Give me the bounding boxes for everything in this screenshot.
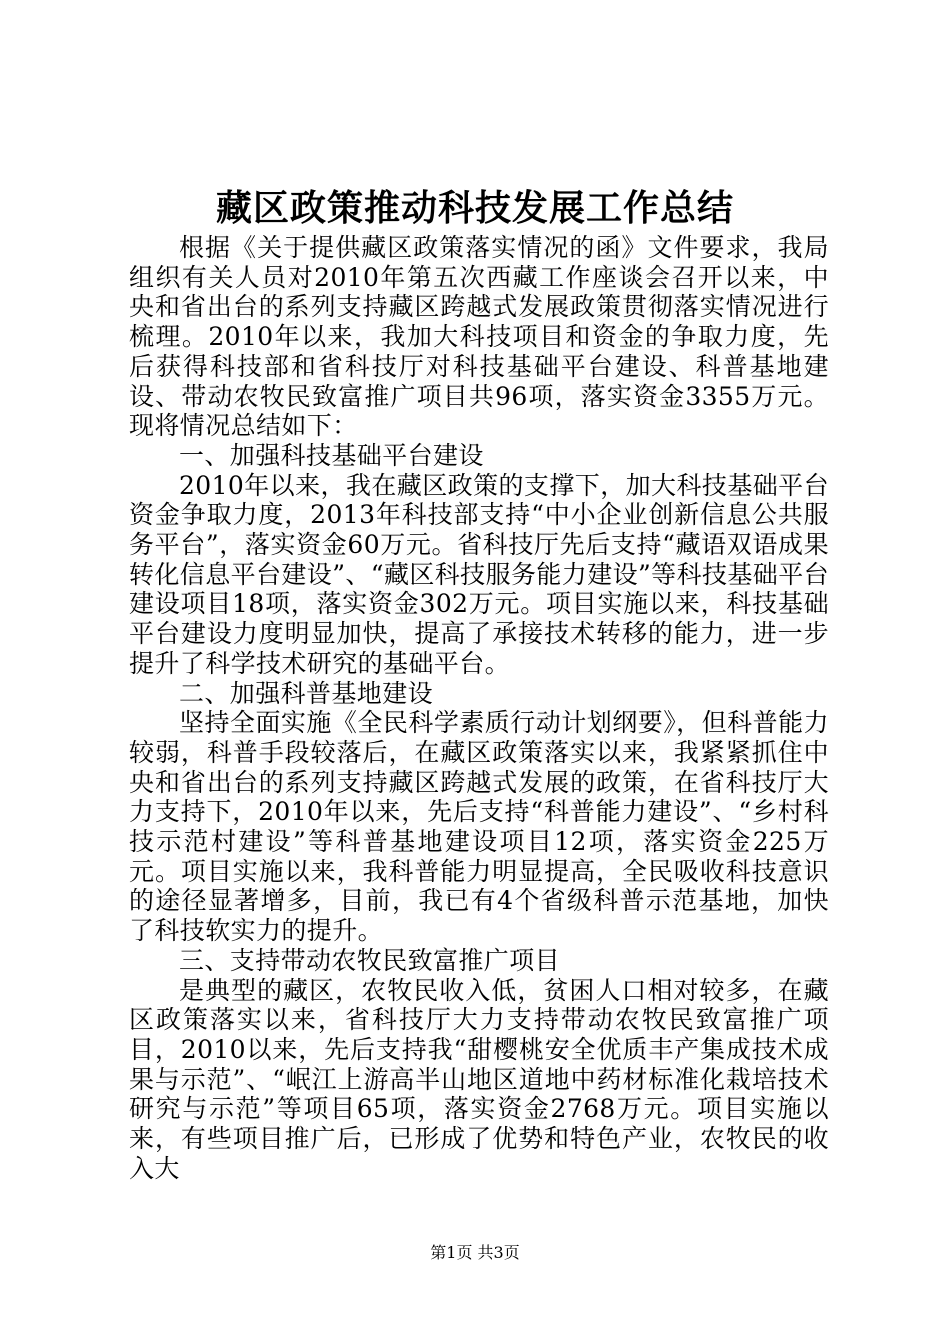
section-heading-1: 一、加强科技基础平台建设 xyxy=(179,440,484,470)
page-number-footer: 第1页 共3页 xyxy=(430,1243,520,1262)
intro-paragraph: 根据《关于提供藏区政策落实情况的函》文件要求，我局组织有关人员对2010年第五次西藏工作座谈会召开以来，中央和省出台的系列支持藏区跨越式发展政策贯彻落实情况进行梳理。2010年以来，我加大科技项目和资金的争取力度，先后获得科技部和省科技厅对科技基础平台建设、科普基地建设、带动农牧民致富推广项目共96项，落实资金3355万元。现将情况总结如下： xyxy=(129,233,829,441)
section-heading-2: 二、加强科普基地建设 xyxy=(179,678,434,708)
section-paragraph-2: 坚持全面实施《全民科学素质行动计划纲要》，但科普能力较弱，科普手段较落后，在藏区政策落实以来，我紧紧抓住中央和省出台的系列支持藏区跨越式发展的政策，在省科技厅大力支持下，2010年以来，先后支持“科普能力建设”、“乡村科技示范村建设”等科普基地建设项目12项，落实资金225万元。项目实施以来，我科普能力明显提高，全民吸收科技意识的途径显著增多，目前，我已有4个省级科普示范基地，加快了科技软实力的提升。 xyxy=(129,708,829,946)
document-title: 藏区政策推动科技发展工作总结 xyxy=(215,187,734,229)
section-paragraph-3: 是典型的藏区，农牧民收入低，贫困人口相对较多，在藏区政策落实以来，省科技厅大力支持带动农牧民致富推广项目，2010以来，先后支持我“甜樱桃安全优质丰产集成技术成果与示范”、“岷江上游高半山地区道地中药材标准化栽培技术研究与示范”等项目65项，落实资金2768万元。项目实施以来，有些项目推广后，已形成了优势和特色产业，农牧民的收入大 xyxy=(129,975,829,1183)
section-paragraph-1: 2010年以来，我在藏区政策的支撑下，加大科技基础平台资金争取力度，2013年科技部支持“中小企业创新信息公共服务平台”，落实资金60万元。省科技厅先后支持“藏语双语成果转化信息平台建设”、“藏区科技服务能力建设”等科技基础平台建设项目18项，落实资金302万元。项目实施以来，科技基础平台建设力度明显加快，提高了承接技术转移的能力，进一步提升了科学技术研究的基础平台。 xyxy=(129,470,829,678)
document-body xyxy=(129,233,829,1184)
section-heading-3: 三、支持带动农牧民致富推广项目 xyxy=(179,945,561,975)
